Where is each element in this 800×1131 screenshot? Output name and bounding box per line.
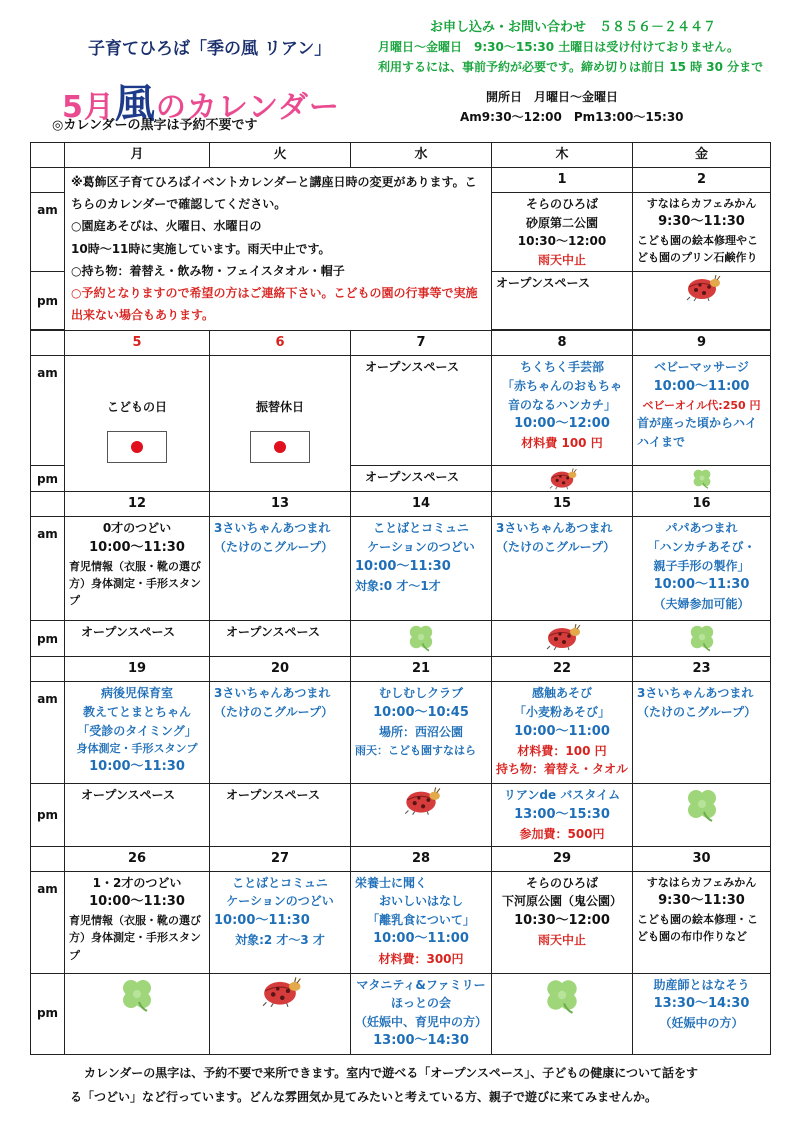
week4-wed-pm (351, 784, 492, 846)
ladybug-icon (400, 784, 442, 816)
black-text-note: ◎カレンダーの黒字は予約不要です (52, 118, 258, 133)
weekday-tue: 火 (210, 143, 351, 168)
week4-date-row (31, 657, 771, 682)
date-8: 8 (492, 331, 633, 356)
month-prefix: 5月 (62, 90, 115, 125)
clover-icon (117, 974, 157, 1014)
pm-label: pm (31, 272, 65, 330)
week1-notice-cell (65, 168, 492, 331)
week1-thu-pm: オープンスペース (492, 272, 633, 330)
clover-icon (682, 784, 722, 824)
week3-pm-row (31, 621, 771, 657)
ladybug-icon (545, 466, 579, 490)
week4-wed-am: むしむしクラブ 10:00～10:45 場所：西沼公園 雨天：こども園すなはら (351, 682, 492, 784)
week3-tue-pm: オープンスペース (210, 621, 351, 657)
week4-thu-am: 感触あそび 「小麦粉あそび」 10:00～11:00 材料費：100 円 持ち物：着替え・タオル (492, 682, 633, 784)
date-19: 19 (65, 657, 210, 682)
am-label: am (31, 517, 65, 621)
week1-date-row (31, 168, 771, 193)
date-16: 16 (633, 492, 771, 517)
week3-fri-pm (633, 621, 771, 657)
week2-wed-pm: オープンスペース (351, 466, 492, 492)
clover-icon (689, 466, 715, 490)
ladybug-icon (542, 621, 582, 651)
reservation-note: 利用するには、事前予約が必要です。締め切りは前日 15 時 30 分まで (378, 60, 764, 74)
week4-am-row (31, 682, 771, 784)
weekday-header-row (31, 143, 771, 168)
ladybug-icon (682, 272, 722, 302)
month-suffix: のカレンダー (155, 90, 340, 125)
pm-label: pm (31, 621, 65, 657)
footer-line-2: る「つどい」など行っています。どんな雰囲気か見てみたいと考えている方、親子で遊びに来てみませんか。 (70, 1090, 658, 1104)
org-title: 子育てひろば「季の風 リアン」 (88, 39, 332, 59)
weekday-thu: 木 (492, 143, 633, 168)
date-9: 9 (633, 331, 771, 356)
week2-tue-holiday (210, 356, 351, 492)
notice-line-5: ○予約となりますので希望の方はご連絡下さい。こどもの園の行事等で実施出来ない場合もあります。 (71, 285, 478, 323)
footer-line-1: カレンダーの黒字は、予約不要で来所できます。室内で遊べる「オープンスペース」、子どもの健康について話をす (84, 1066, 698, 1080)
notice-line-3: 10時～11時に実施しています。雨天中止です。 (71, 241, 331, 256)
week2-fri-pm (633, 466, 771, 492)
week2-date-row (31, 331, 771, 356)
week1-fri-am: すなはらカフェみかん 9:30～11:30 こども園の絵本修理やこども園のプリン石鹸作り (633, 193, 771, 272)
week5-date-row (31, 846, 771, 871)
date-26: 26 (65, 846, 210, 871)
week4-tue-pm: オープンスペース (210, 784, 351, 846)
am-label: am (31, 871, 65, 973)
weekday-mon: 月 (65, 143, 210, 168)
ladybug-icon (257, 974, 303, 1008)
date-23: 23 (633, 657, 771, 682)
week4-tue-am: 3さいちゃんあつまれ （たけのこグループ） (210, 682, 351, 784)
week5-wed-am: 栄養士に聞く おいしいはなし 「離乳食について」 10:00～11:00 材料費：300円 (351, 871, 492, 973)
pm-label: pm (31, 466, 65, 492)
clover-icon (686, 621, 718, 653)
week5-tue-am: ことばとコミュニ ケーションのつどい 10:00～11:30 対象:2 才～3 才 (210, 871, 351, 973)
week4-fri-am: 3さいちゃんあつまれ （たけのこグループ） (633, 682, 771, 784)
notice-line-2: ○園庭あそびは、火曜日、水曜日の (71, 219, 262, 234)
date-21: 21 (351, 657, 492, 682)
week2-fri-am: ベビーマッサージ 10:00～11:00 ベビーオイル代:250 円 首が座った頃からハイハイまで (633, 356, 771, 466)
date-13: 13 (210, 492, 351, 517)
week3-date-row (31, 492, 771, 517)
date-6: 6 (210, 331, 351, 356)
week2-thu-am: ちくちく手芸部 「赤ちゃんのおもちゃ 音のなるハンカチ」 10:00～12:00 材料費 100 円 (492, 356, 633, 466)
date-29: 29 (492, 846, 633, 871)
week2-mon-holiday (65, 356, 210, 492)
week5-fri-am: すなはらカフェみかん 9:30～11:30 こども園の絵本修理・こども園の布巾作りなど (633, 871, 771, 973)
date-1: 1 (492, 168, 633, 193)
clover-icon (541, 974, 583, 1016)
date-14: 14 (351, 492, 492, 517)
am-label: am (31, 682, 65, 784)
week3-tue-am: 3さいちゃんあつまれ （たけのこグループ） (210, 517, 351, 621)
week5-mon-am: 1・2才のつどい 10:00～11:30 育児情報（衣服・靴の選び方）身体測定・手形スタンプ (65, 871, 210, 973)
japan-flag-icon (107, 431, 167, 463)
date-20: 20 (210, 657, 351, 682)
week4-fri-pm (633, 784, 771, 846)
week4-mon-am: 病後児保育室 教えてとまとちゃん 「受診のタイミング」 身体測定・手形スタンプ 10:00～11:30 (65, 682, 210, 784)
date-28: 28 (351, 846, 492, 871)
week4-pm-row (31, 784, 771, 846)
week3-wed-am: ことばとコミュニ ケーションのつどい 10:00～11:30 対象:0 才～1才 (351, 517, 492, 621)
week2-thu-pm (492, 466, 633, 492)
week5-mon-pm (65, 973, 210, 1054)
contact-phone: お申し込み・お問い合わせ ５８５６－２４４７ (430, 20, 717, 35)
date-5: 5 (65, 331, 210, 356)
week2-am-row (31, 356, 771, 466)
week3-am-row (31, 517, 771, 621)
week1-thu-am: そらのひろば 砂原第二公園 10:30～12:00 雨天中止 (492, 193, 633, 272)
japan-flag-icon (250, 431, 310, 463)
week3-fri-am: パパあつまれ 「ハンカチあそび・ 親子手形の製作」 10:00～11:30 （夫婦参加可能） (633, 517, 771, 621)
week5-thu-am: そらのひろば 下河原公園（鬼公園） 10:30～12:00 雨天中止 (492, 871, 633, 973)
calendar-table (30, 142, 771, 1055)
month-kaze: 風 (114, 81, 156, 127)
week3-mon-pm: オープンスペース (65, 621, 210, 657)
week3-thu-pm (492, 621, 633, 657)
date-12: 12 (65, 492, 210, 517)
date-22: 22 (492, 657, 633, 682)
week5-pm-row (31, 973, 771, 1054)
date-2: 2 (633, 168, 771, 193)
weekday-wed: 水 (351, 143, 492, 168)
clover-icon (405, 621, 437, 653)
holiday-furikae: 振替休日 (255, 400, 304, 415)
week5-am-row (31, 871, 771, 973)
week3-mon-am: 0才のつどい 10:00～11:30 育児情報（衣服・靴の選び方）身体測定・手形スタンプ (65, 517, 210, 621)
open-days: 開所日 月曜日～金曜日 (486, 90, 619, 104)
week3-thu-am: 3さいちゃんあつまれ （たけのこグループ） (492, 517, 633, 621)
reception-hours: 月曜日～金曜日 9:30～15:30 土曜日は受け付けておりません。 (378, 40, 739, 54)
open-hours: Am9:30～12:00 Pm13:00～15:30 (460, 110, 684, 124)
am-label: am (31, 356, 65, 466)
date-30: 30 (633, 846, 771, 871)
week4-mon-pm: オープンスペース (65, 784, 210, 846)
week3-wed-pm (351, 621, 492, 657)
week1-fri-pm (633, 272, 771, 330)
holiday-kodomo: こどもの日 (106, 400, 167, 415)
weekday-fri: 金 (633, 143, 771, 168)
week5-wed-pm: マタニティ&ファミリー ほっとの会 （妊娠中、育児中の方） 13:00～14:30 (351, 973, 492, 1054)
week5-fri-pm: 助産師とはなそう 13:30～14:30 （妊娠中の方） (633, 973, 771, 1054)
date-27: 27 (210, 846, 351, 871)
week5-tue-pm (210, 973, 351, 1054)
am-label: am (31, 193, 65, 272)
date-15: 15 (492, 492, 633, 517)
week2-wed-am: オープンスペース (351, 356, 492, 466)
date-7: 7 (351, 331, 492, 356)
pm-label: pm (31, 784, 65, 846)
week4-thu-pm: リアンde バスタイム 13:00～15:30 参加費：500円 (492, 784, 633, 846)
notice-line-4: ○持ち物：着替え・飲み物・フェイスタオル・帽子 (71, 263, 345, 278)
corner-cell (31, 143, 65, 168)
pm-label: pm (31, 973, 65, 1054)
notice-line-1: ※葛飾区子育てひろばイベントカレンダーと講座日時の変更があります。こちらのカレンダーで確認してください。 (71, 175, 477, 212)
notice-text (65, 168, 491, 329)
week5-thu-pm (492, 973, 633, 1054)
